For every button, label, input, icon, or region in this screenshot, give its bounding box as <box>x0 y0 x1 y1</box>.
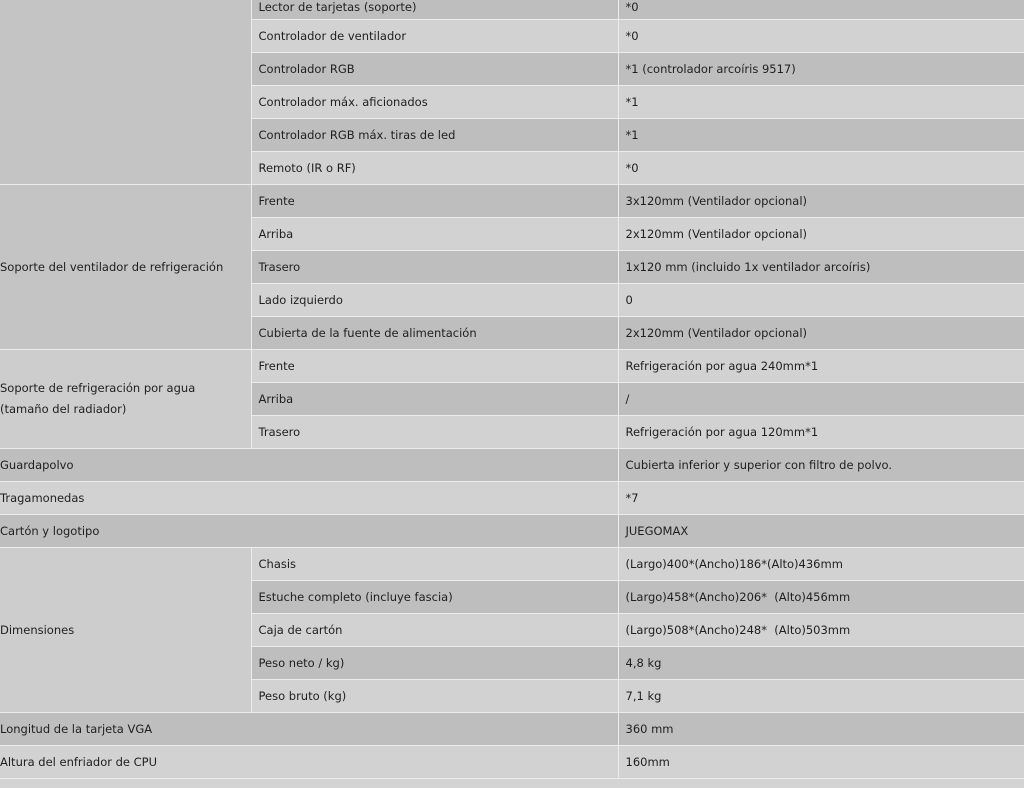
spec-key: Frente <box>251 184 618 217</box>
spec-key: Estuche completo (incluye fascia) <box>251 580 618 613</box>
spec-value: (Largo)458*(Ancho)206* (Alto)456mm <box>618 580 1024 613</box>
spec-key: Controlador RGB <box>251 52 618 85</box>
spec-key: Guardapolvo <box>0 448 618 481</box>
spec-value: 360 mm <box>618 712 1024 745</box>
spec-value: *7 <box>618 481 1024 514</box>
spec-value: *1 <box>618 85 1024 118</box>
spec-value: *0 <box>618 19 1024 52</box>
group-label-water-line1: Soporte de refrigeración por agua <box>0 380 196 395</box>
spec-value: Refrigeración por agua 240mm*1 <box>618 349 1024 382</box>
spec-value: Cubierta inferior y superior con filtro de polvo. <box>618 448 1024 481</box>
spec-value: 2x120mm (Ventilador opcional) <box>618 217 1024 250</box>
spec-value: JUEGOMAX <box>618 514 1024 547</box>
group-label-water-line2: (tamaño del radiador) <box>0 401 127 416</box>
spec-value: 2x120mm (Ventilador opcional) <box>618 316 1024 349</box>
spec-value: *0 <box>618 0 1024 19</box>
group-label-dimensions: Dimensiones <box>0 622 75 637</box>
table-row <box>0 745 1024 778</box>
spec-key: Longitud de la tarjeta VGA <box>0 712 618 745</box>
table-row <box>0 184 1024 217</box>
spec-key: Trasero <box>251 250 618 283</box>
spec-value: / <box>618 382 1024 415</box>
spec-key: Cubierta de la fuente de alimentación <box>251 316 618 349</box>
group-cell-dimensions <box>0 547 251 712</box>
group-label-fans: Soporte del ventilador de refrigeración <box>0 259 224 274</box>
spec-key: Controlador de ventilador <box>251 19 618 52</box>
spec-value: 3x120mm (Ventilador opcional) <box>618 184 1024 217</box>
spec-value: (Largo)400*(Ancho)186*(Alto)436mm <box>618 547 1024 580</box>
spec-key: Tragamonedas <box>0 481 618 514</box>
table-row <box>0 448 1024 481</box>
table-row <box>0 349 1024 382</box>
spec-value: 160mm <box>618 745 1024 778</box>
spec-key: Frente <box>251 349 618 382</box>
table-row <box>0 514 1024 547</box>
spec-value: 4,8 kg <box>618 646 1024 679</box>
spec-value: *1 <box>618 118 1024 151</box>
table-row <box>0 712 1024 745</box>
spec-value: (Largo)508*(Ancho)248* (Alto)503mm <box>618 613 1024 646</box>
spec-key: Cartón y logotipo <box>0 514 618 547</box>
group-cell-water <box>0 349 251 448</box>
spec-value: Refrigeración por agua 120mm*1 <box>618 415 1024 448</box>
spec-key: Peso neto / kg) <box>251 646 618 679</box>
spec-key: Caja de cartón <box>251 613 618 646</box>
group-cell-fans <box>0 184 251 349</box>
spec-value: *1 (controlador arcoíris 9517) <box>618 52 1024 85</box>
spec-key: Remoto (IR o RF) <box>251 151 618 184</box>
spec-key: Trasero <box>251 415 618 448</box>
table-row <box>0 547 1024 580</box>
spec-value: 1x120 mm (incluido 1x ventilador arcoíris) <box>618 250 1024 283</box>
spec-key: Chasis <box>251 547 618 580</box>
spec-key: Arriba <box>251 217 618 250</box>
spec-value: 7,1 kg <box>618 679 1024 712</box>
group-cell-io <box>0 0 251 184</box>
spec-value: 0 <box>618 283 1024 316</box>
spec-value: *0 <box>618 151 1024 184</box>
spec-key: Controlador máx. aficionados <box>251 85 618 118</box>
table-row <box>0 0 1024 19</box>
spec-key: Altura del enfriador de CPU <box>0 745 618 778</box>
spec-key: Arriba <box>251 382 618 415</box>
spec-key: Lado izquierdo <box>251 283 618 316</box>
spec-key: Lector de tarjetas (soporte) <box>251 0 618 19</box>
table-row <box>0 481 1024 514</box>
spec-key: Peso bruto (kg) <box>251 679 618 712</box>
spec-key: Controlador RGB máx. tiras de led <box>251 118 618 151</box>
